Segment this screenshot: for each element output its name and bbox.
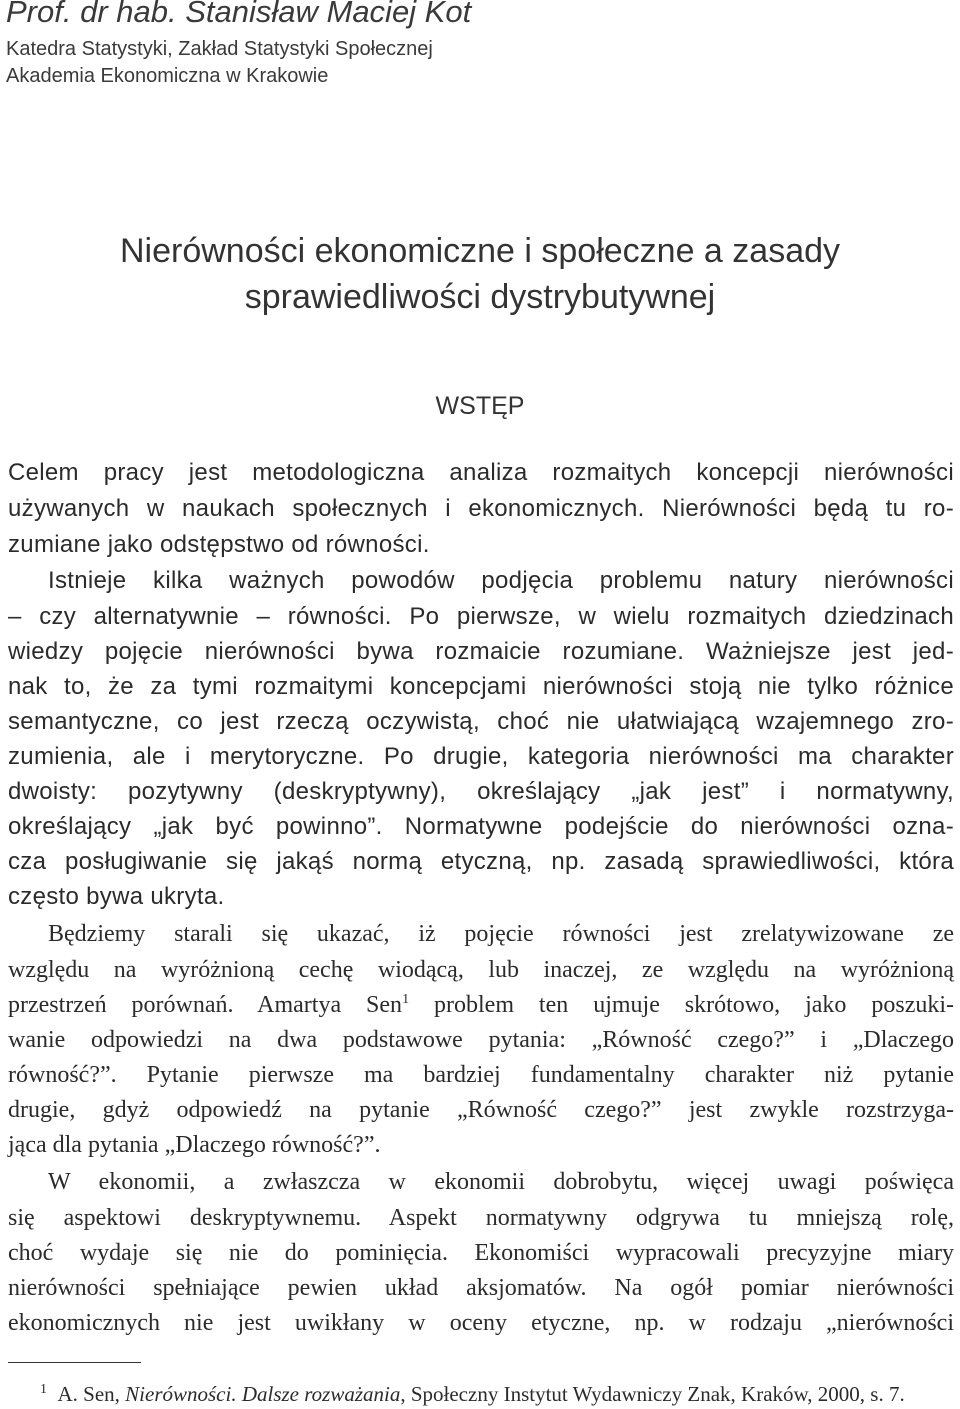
author-name: Prof. dr hab. Stanisław Maciej Kot	[6, 0, 472, 29]
body-line: względu na wyróżnioną cechę wiodącą, lub inaczej, ze względu na wyróżnioną	[8, 957, 954, 983]
body-line: wiedzy pojęcie nierówności bywa rozmaicie rozumiane. Ważniejsze jest jed-	[8, 638, 954, 665]
body-line: często bywa ukryta.	[8, 883, 225, 910]
body-line-text: przestrzeń porównań. Amartya Sen	[8, 992, 403, 1018]
footnote-marker: 1	[40, 1382, 47, 1397]
body-line: ekonomicznych nie jest uwikłany w oceny etyczne, np. w rodzaju „nierówności	[8, 1310, 954, 1336]
body-line: zumienia, ale i merytoryczne. Po drugie, kategoria nierówności ma charakter	[8, 743, 954, 770]
body-line: cza posługiwanie się jakąś normą etyczną, np. zasadą sprawiedliwości, która	[8, 848, 954, 875]
body-line: dwoisty: pozytywny (deskryptywny), określający „jak jest” i normatywny,	[8, 778, 954, 805]
body-line: choć wydaje się nie do pominięcia. Ekonomiści wypracowali precyzyjne miary	[8, 1240, 954, 1266]
author-institution: Akademia Ekonomiczna w Krakowie	[6, 65, 329, 87]
body-line: Będziemy starali się ukazać, iż pojęcie równości jest zrelatywizowane ze	[48, 921, 954, 947]
body-line: wanie odpowiedzi na dwa podstawowe pytania: „Równość czego?” i „Dlaczego	[8, 1027, 954, 1053]
footnote	[40, 1382, 905, 1407]
paper-title-line-1: Nierówności ekonomiczne i społeczne a zasady	[119, 232, 841, 270]
paper-title-line-2: sprawiedliwości dystrybutywnej	[244, 278, 716, 316]
body-line: semantyczne, co jest rzeczą oczywistą, choć nie ułatwiającą wzajemnego zro-	[8, 708, 954, 735]
body-line: nak to, że za tymi rozmaitymi koncepcjami nierówności stoją nie tylko różnice	[8, 673, 954, 700]
footnote-publisher: , Społeczny Instytut Wydawniczy Znak, Kraków, 2000, s. 7.	[400, 1382, 905, 1406]
footnote-author: A. Sen,	[57, 1382, 126, 1406]
body-line	[8, 990, 954, 1020]
body-line: – czy alternatywnie – równości. Po pierwsze, w wielu rozmaitych dziedzinach	[8, 603, 954, 630]
body-line: zumiane jako odstępstwo od równości.	[8, 531, 430, 558]
body-line: nierówności spełniające pewien układ aksjomatów. Na ogół pomiar nierówności	[8, 1275, 954, 1301]
body-line: Istnieje kilka ważnych powodów podjęcia problemu natury nierówności	[48, 567, 954, 594]
body-line: Celem pracy jest metodologiczna analiza rozmaitych koncepcji nierówności	[8, 459, 954, 486]
author-department: Katedra Statystyki, Zakład Statystyki Społecznej	[6, 38, 433, 60]
body-line: drugie, gdyż odpowiedź na pytanie „Równość czego?” jest zwykle rozstrzyga-	[8, 1097, 954, 1123]
body-line: się aspektowi deskryptywnemu. Aspekt normatywny odgrywa tu mniejszą rolę,	[8, 1205, 954, 1231]
section-heading: WSTĘP	[435, 392, 525, 420]
footnote-divider	[8, 1362, 141, 1363]
body-line-text: problem ten ujmuje skrótowo, jako poszuki-	[409, 992, 955, 1018]
body-line: używanych w naukach społecznych i ekonomicznych. Nierówności będą tu ro-	[8, 495, 954, 522]
footnote-reference: 1	[402, 992, 410, 1007]
footnote-title: Nierówności. Dalsze rozważania	[125, 1382, 401, 1406]
body-line: równość?”. Pytanie pierwsze ma bardziej fundamentalny charakter niż pytanie	[8, 1062, 954, 1088]
body-line: jąca dla pytania „Dlaczego równość?”.	[8, 1132, 381, 1158]
body-line: W ekonomii, a zwłaszcza w ekonomii dobrobytu, więcej uwagi poświęca	[48, 1169, 954, 1195]
body-line: określający „jak być powinno”. Normatywne podejście do nierówności ozna-	[8, 813, 954, 840]
